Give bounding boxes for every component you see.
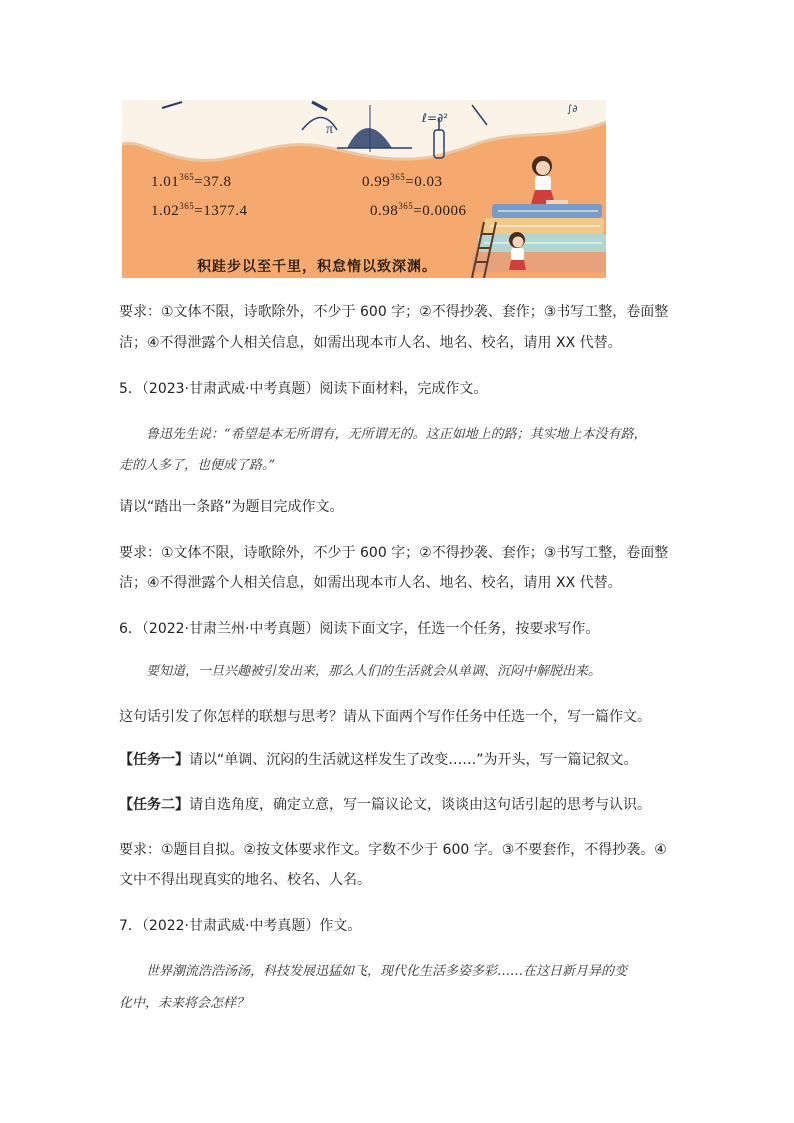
- q7-title: 7．（2022·甘肃武威·中考真题）作文。: [119, 918, 362, 934]
- q7-quote-line-2: 化中，未来将会怎样？: [119, 996, 250, 1011]
- q5-prompt: 请以“踏出一条路”为题目完成作文。: [119, 499, 344, 515]
- q5-quote-line-1: 鲁迅先生说：“希望是本无所谓有，无所谓无的。这正如地上的路；其实地上本没有路，: [146, 427, 647, 442]
- q6-task-1: [119, 750, 638, 770]
- q7-quote-line-1: 世界潮流浩浩汤汤，科技发展迅猛如飞，现代化生活多姿多彩……在这日新月异的变: [146, 964, 628, 979]
- q5-requirement-line-2: 洁；④不得泄露个人相关信息，如需出现本市人名、地名、校名，请用 XX 代替。: [119, 575, 622, 591]
- q5-quote-line-2: 走的人多了，也便成了路。”: [119, 458, 276, 473]
- task-2-text: 请自选角度，确定立意，写一篇议论文，谈谈由这句话引起的思考与认识。: [189, 797, 651, 813]
- pi-symbol: π: [326, 122, 334, 137]
- q6-requirement-line-2: 文中不得出现真实的地名、校名、人名。: [119, 872, 371, 888]
- task-1-text: 请以“单调、沉闷的生活就这样发生了改变……”为开头，写一篇记叙文。: [189, 752, 638, 768]
- q5-title: 5．（2023·甘肃武威·中考真题）阅读下面材料，完成作文。: [119, 381, 488, 397]
- task-2-label: 【任务二】: [119, 797, 189, 813]
- svg-text:∫∂: ∫∂: [567, 104, 578, 115]
- q6-task-2: [119, 795, 651, 815]
- q6-quote: 要知道，一旦兴趣被引发出来，那么人们的生活就会从单调、沉闷中解脱出来。: [146, 664, 602, 679]
- q6-title: 6．（2022·甘肃兰州·中考真题）阅读下面文字，任选一个任务，按要求写作。: [119, 621, 600, 637]
- q6-prompt: 这句话引发了你怎样的联想与思考？请从下面两个写作任务中任选一个，写一篇作文。: [119, 709, 651, 725]
- formula-3: $1.02^{365}=1377.4$: [151, 201, 248, 219]
- formula-2: $0.99^{365}=0.03$: [362, 172, 443, 190]
- q6-requirement-line-1: 要求：①题目自拟。②按文体要求作文。字数不少于 600 字。③不要套作，不得抄袭。④: [119, 842, 667, 858]
- q5-requirement-line-1: 要求：①文体不限，诗歌除外，不少于 600 字；②不得抄袭、套作；③书写工整，卷面整: [119, 545, 669, 561]
- formula-4: $0.98^{365}=0.0006$: [370, 201, 467, 219]
- q4-requirement-line-2: 洁；④不得泄露个人相关信息，如需出现本市人名、地名、校名，请用 XX 代替。: [119, 335, 622, 351]
- svg-text:ℓ=∂²: ℓ=∂²: [422, 111, 449, 125]
- formula-1: $1.01^{365}=37.8$: [151, 172, 232, 190]
- math-banner-image: [122, 100, 606, 278]
- task-1-label: 【任务一】: [119, 752, 189, 768]
- q4-requirement-line-1: 要求：①文体不限，诗歌除外，不少于 600 字；②不得抄袭、套作；③书写工整，卷面整: [119, 304, 669, 320]
- banner-motto: 积跬步以至千里，积怠惰以致深渊。: [197, 259, 437, 275]
